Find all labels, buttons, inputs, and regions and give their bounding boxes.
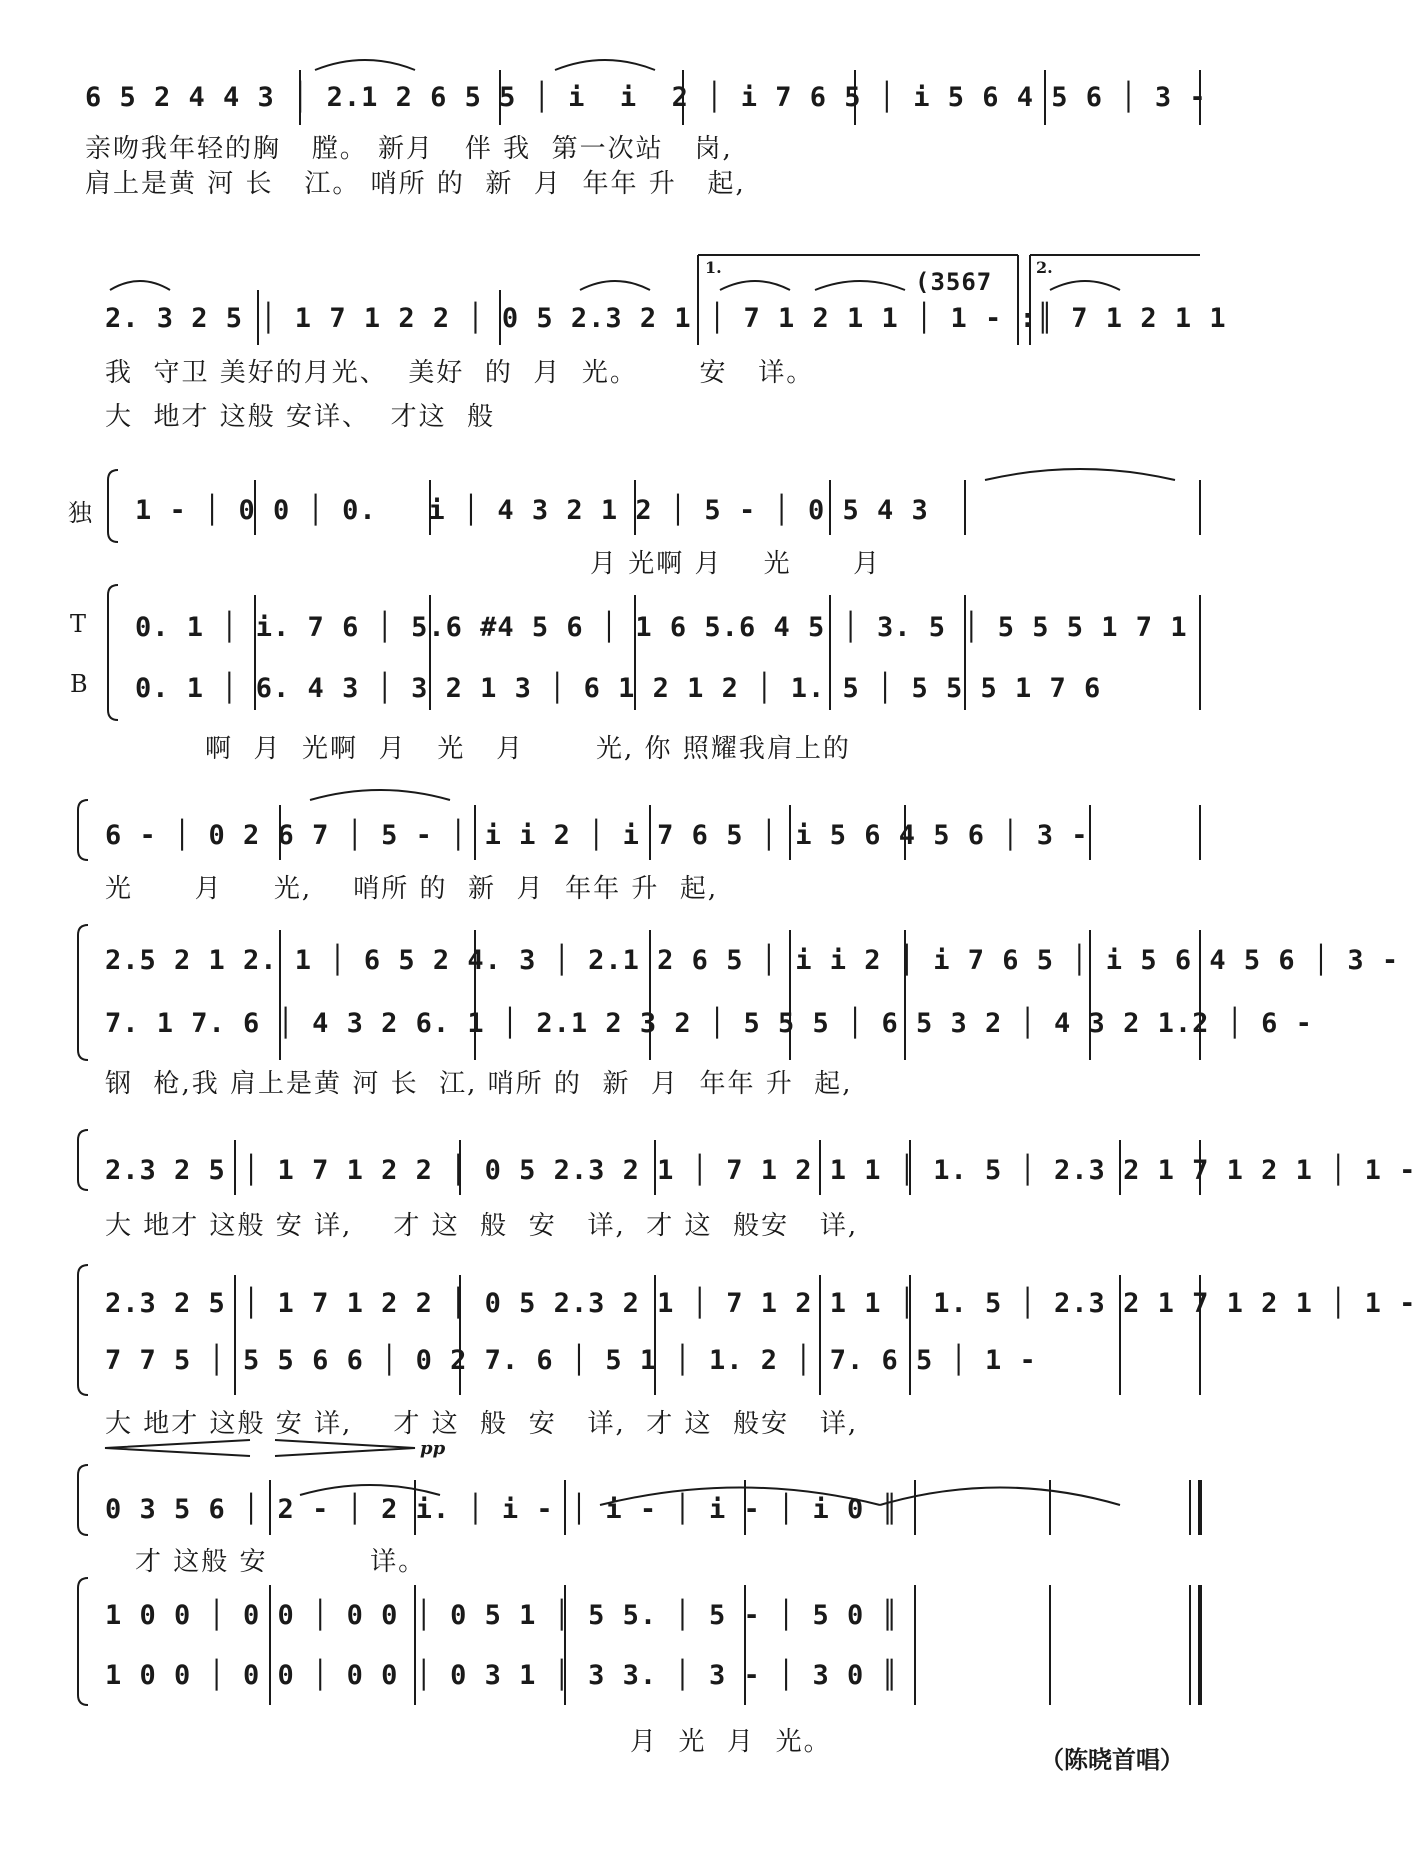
section2-lyric-verse1: 我 守卫 美好的月光、 美好 的 月 光。 安 详。 xyxy=(105,358,815,388)
volta-first-label: 1. xyxy=(705,258,722,277)
section3-tenor-notes: 0. 1 │ i. 7 6 │ 5.6 #4 5 6 │ 1 6 5.6 4 5 │ 3. 5 │ 5 5 5 1 7 1 xyxy=(135,612,1188,643)
section3-solo-lyric: 月 光啊 月 光 月 xyxy=(590,549,882,579)
section5-solo-notes: 2.3 2 5 │ 1 7 1 2 2 │ 0 5 2.3 2 1 │ 7 1 2 1 1 │ 1. 5 │ 2.3 2 1 7 1 2 1 │ 1 - xyxy=(105,1155,1416,1186)
volta-second-label: 2. xyxy=(1036,258,1053,277)
solo-label: 独 xyxy=(68,499,92,527)
section5-tenor-notes: 2.3 2 5 │ 1 7 1 2 2 │ 0 5 2.3 2 1 │ 7 1 2 1 1 │ 1. 5 │ 2.3 2 1 7 1 2 1 │ 1 - xyxy=(105,1288,1416,1319)
dynamic-marking: pp xyxy=(420,1438,446,1459)
section6-solo-notes: 0 3 5 6 │ 2 - │ 2 i. │ i - │ i - │ i - │ i 0 ║ xyxy=(105,1494,899,1525)
tenor-label: T xyxy=(70,610,87,638)
section4-tenor-notes: 2.5 2 1 2. 1 │ 6 5 2 4. 3 │ 2.1 2 6 5 │ i i 2 │ i 7 6 5 │ i 5 6 4 5 6 │ 3 - xyxy=(105,945,1400,976)
performer-credit: （陈晓首唱） xyxy=(1040,1746,1184,1774)
section5-solo-lyric: 大 地才 这般 安 详, 才 这 般 安 详, 才 这 般安 详, xyxy=(105,1211,859,1241)
section1-lyric-verse2: 肩上是黄 河 长 江。 哨所 的 新 月 年年 升 起, xyxy=(85,169,746,199)
section3-bass-notes: 0. 1 │ 6. 4 3 │ 3 2 1 3 │ 6 1 2 1 2 │ 1. 5 │ 5 5 5 1 7 6 xyxy=(135,673,1102,704)
section6-lyric: 月 光 月 光。 xyxy=(630,1727,832,1757)
section3-solo-notes: 1 - │ 0 0 │ 0. i │ 4 3 2 1 2 │ 5 - │ 0 5 4 3 xyxy=(135,495,929,526)
section2-notes: 2. 3 2 5 │ 1 7 1 2 2 │ 0 5 2.3 2 1 │ 7 1 2 1 1 │ 1 - :║ 7 1 2 1 1 xyxy=(105,303,1227,334)
section5-lyric: 大 地才 这般 安 详, 才 这 般 安 详, 才 这 般安 详, xyxy=(105,1409,859,1439)
volta-intro: (3567 xyxy=(915,268,993,296)
section4-solo-lyric: 光 月 光, 哨所 的 新 月 年年 升 起, xyxy=(105,874,719,904)
section1-notes: 6 5 2 4 4 3 │ 2.1 2 6 5 5 │ i i 2 │ i 7 6 5 │ i 5 6 4 5 6 │ 3 - xyxy=(85,82,1207,113)
section4-lyric: 钢 枪,我 肩上是黄 河 长 江, 哨所 的 新 月 年年 升 起, xyxy=(105,1069,853,1099)
section4-bass-notes: 7. 1 7. 6 │ 4 3 2 6. 1 │ 2.1 2 3 2 │ 5 5 5 │ 6 5 3 2 │ 4 3 2 1.2 │ 6 - xyxy=(105,1008,1313,1039)
section5-bass-notes: 7 7 5 │ 5 5 6 6 │ 0 2 7. 6 │ 5 1 │ 1. 2 │ 7. 6 5 │ 1 - xyxy=(105,1345,1037,1376)
section6-solo-lyric: 才 这般 安 详。 xyxy=(135,1547,427,1577)
section4-solo-notes: 6 - │ 0 2 6 7 │ 5 - │ i i 2 │ i 7 6 5 │ i 5 6 4 5 6 │ 3 - xyxy=(105,820,1089,851)
section6-bass-notes: 1 0 0 │ 0 0 │ 0 0 │ 0 3 1 │ 3 3. │ 3 - │ 3 0 ║ xyxy=(105,1660,899,1691)
section3-lyric: 啊 月 光啊 月 光 月 光, 你 照耀我肩上的 xyxy=(205,734,851,764)
section6-tenor-notes: 1 0 0 │ 0 0 │ 0 0 │ 0 5 1 │ 5 5. │ 5 - │ 5 0 ║ xyxy=(105,1600,899,1631)
section1-lyric-verse1: 亲吻我年轻的胸 膛。 新月 伴 我 第一次站 岗, xyxy=(85,134,733,164)
section2-lyric-verse2: 大 地才 这般 安详、 才这 般 xyxy=(105,402,496,432)
bass-label: B xyxy=(70,670,88,698)
